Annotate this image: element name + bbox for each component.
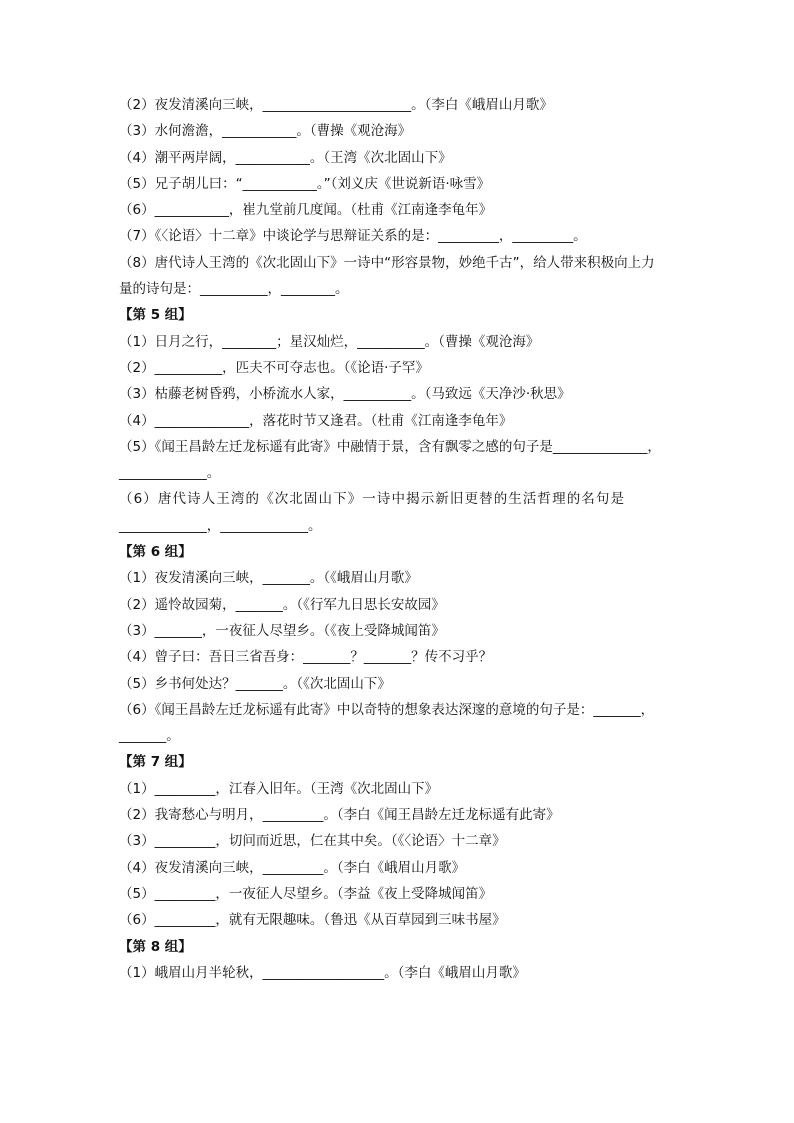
question-line: （3）_______，一夜征人尽望乡。（《夜上受降城闻笛》 [119,622,445,639]
question-line: （6）___________，崔九堂前几度闻。（杜甫《江南逢李龟年》 [119,202,493,219]
group-heading-5: 【第 5 组】 [119,307,192,324]
question-line: （5）《闻王昌龄左迁龙标遥有此寄》中融情于景，含有飘零之感的句子是______________， [119,438,661,455]
question-line: （1）日月之行，________；星汉灿烂，__________。（曹操《观沧海》 [119,333,540,350]
group-heading-8: 【第 8 组】 [119,938,192,955]
question-line: （3）_________，切问而近思，仁在其中矣。（《〈论语〉十二章》 [119,833,506,850]
question-line: （6）_________，就有无限趣味。（鲁迅《从百草园到三味书屋》 [119,912,506,929]
question-line: （5）兄子胡儿曰：“___________。”（刘义庆《世说新语·咏雪》 [119,175,491,192]
question-line: （7）《〈论语〉十二章》中谈论学与思辩证关系的是：_________，_________。 [119,228,587,245]
question-line: （2）夜发清溪向三峡，______________________。（李白《峨眉山月歌》 [119,97,553,113]
question-line: （2）遥怜故园菊，_______。（《行军九日思长安故园》 [119,596,445,613]
question-line: （2）我寄愁心与明月，_________。（李白《闻王昌龄左迁龙标遥有此寄》 [119,807,560,824]
question-line: （5）_________，一夜征人尽望乡。（李益《夜上受降城闻笛》 [119,885,493,902]
question-line-continuation: _______。 [119,728,180,745]
question-line: （4）曾子曰：吾日三省吾身：_______？_______？传不习乎？ [119,649,493,666]
question-line: （3）水何澹澹，___________。（曹操《观沧海》 [119,123,412,140]
question-line-continuation: _____________。 [119,465,221,482]
group-heading-6: 【第 6 组】 [119,544,192,561]
question-line: （6）《闻王昌龄左迁龙标遥有此寄》中以奇特的想象表达深邃的意境的句子是：_______， [119,701,655,718]
question-line: （1）_________，江春入旧年。（王湾《次北固山下》 [119,780,439,797]
question-line: （3）枯藤老树昏鸦，小桥流水人家，__________。（马致远《天净沙·秋思》 [119,386,571,403]
question-line-continuation: _____________，_____________。 [119,517,322,534]
question-line-continuation: 量的诗句是：__________，________。 [119,281,349,298]
question-line: （1）峨眉山月半轮秋，__________________。（李白《峨眉山月歌》 [119,964,526,981]
group-heading-7: 【第 7 组】 [119,754,192,771]
question-line: （6）唐代诗人王湾的《次北固山下》一诗中揭示新旧更替的生活哲理的名句是 [119,491,626,508]
question-line: （1）夜发清溪向三峡，_______。（《峨眉山月歌》 [119,570,418,587]
question-line: （4）夜发清溪向三峡，_________。（李白《峨眉山月歌》 [119,859,466,876]
question-line: （2）__________，匹夫不可夺志也。（《论语·子罕》 [119,359,429,376]
question-line: （4）______________，落花时节又逢君。（杜甫《江南逢李龟年》 [119,412,513,429]
question-line: （8）唐代诗人王湾的《次北固山下》一诗中“形容景物，妙绝千古”，给人带来积极向上力 [119,254,655,271]
question-line: （5）乡书何处达？_______。（《次北固山下》 [119,675,391,692]
document-page [119,92,679,986]
question-line: （4）潮平两岸阔，___________。（王湾《次北固山下》 [119,149,452,166]
